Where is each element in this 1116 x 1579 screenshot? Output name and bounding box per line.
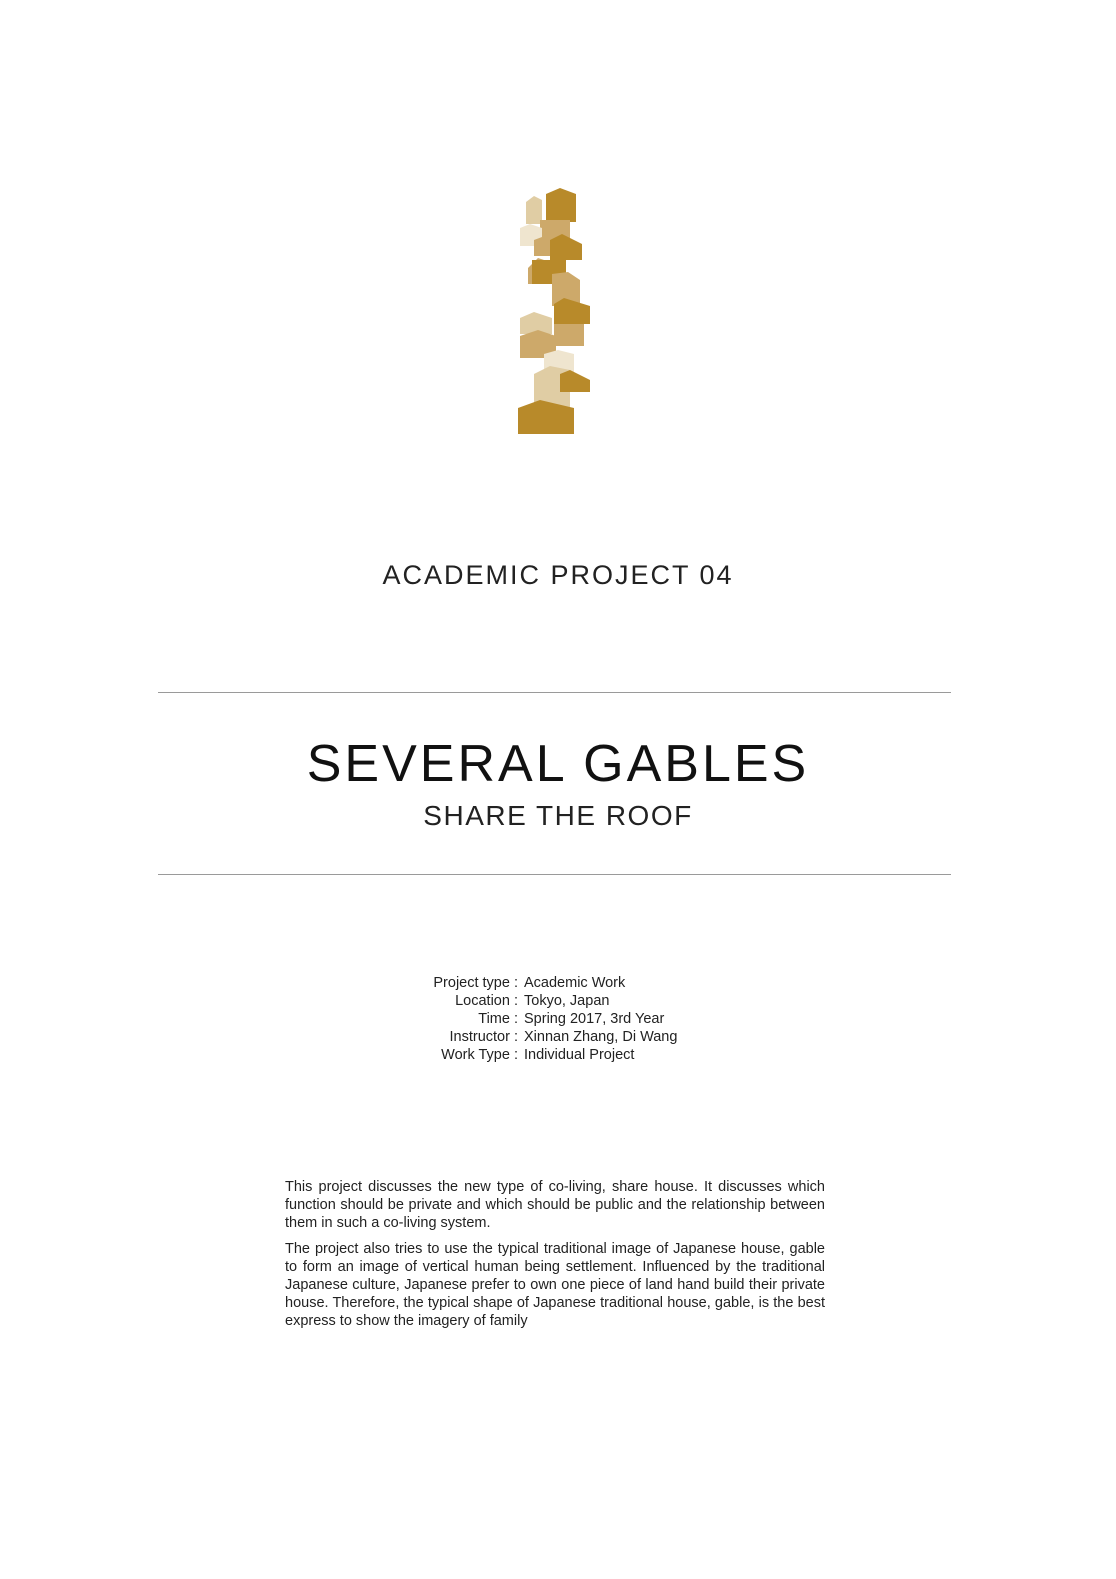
- gable-shape: [550, 234, 582, 260]
- gable-shape: [526, 196, 542, 224]
- info-label: Location :: [455, 993, 518, 1009]
- stacked-gable-houses-icon: [516, 186, 596, 438]
- project-title: SEVERAL GABLES: [306, 735, 810, 793]
- info-label: Work Type :: [441, 1047, 518, 1063]
- info-value: Individual Project: [524, 1047, 635, 1063]
- project-info-list: [300, 974, 820, 1064]
- info-label: Instructor :: [449, 1029, 518, 1045]
- divider-top: [158, 692, 951, 693]
- gable-shape: [554, 324, 584, 346]
- info-row-location: [300, 992, 820, 1010]
- info-value: Spring 2017, 3rd Year: [524, 1011, 665, 1027]
- info-row-time: [300, 1010, 820, 1028]
- info-label: Project type :: [433, 975, 518, 991]
- gable-shape: [554, 298, 590, 324]
- gable-shape: [546, 188, 576, 222]
- description-paragraph: The project also tries to use the typical traditional image of Japanese house, gable to form an image of vertical human being settlement. Influenced by the traditional Japanese culture, Japanese prefer to own one piece of land hand build their private house. Therefore, the typical shape of Japanese traditional house, gable, is the best express to show the imagery of family: [285, 1241, 825, 1329]
- description-paragraph: This project discusses the new type of co-living, share house. It discusses which function should be private and which should be public and the relationship between them in such a co-living system.: [285, 1179, 825, 1231]
- info-value: Academic Work: [524, 975, 626, 991]
- project-description: [285, 1178, 825, 1338]
- info-row-project-type: [300, 974, 820, 992]
- gable-shape: [560, 370, 590, 392]
- info-value: Tokyo, Japan: [524, 993, 610, 1009]
- info-value: Xinnan Zhang, Di Wang: [524, 1029, 678, 1045]
- info-row-instructor: [300, 1028, 820, 1046]
- divider-bottom: [158, 874, 951, 875]
- project-subtitle: SHARE THE ROOF: [423, 800, 693, 831]
- info-label: Time :: [478, 1011, 518, 1027]
- project-number-heading: ACADEMIC PROJECT 04: [382, 560, 734, 590]
- info-row-work-type: [300, 1046, 820, 1064]
